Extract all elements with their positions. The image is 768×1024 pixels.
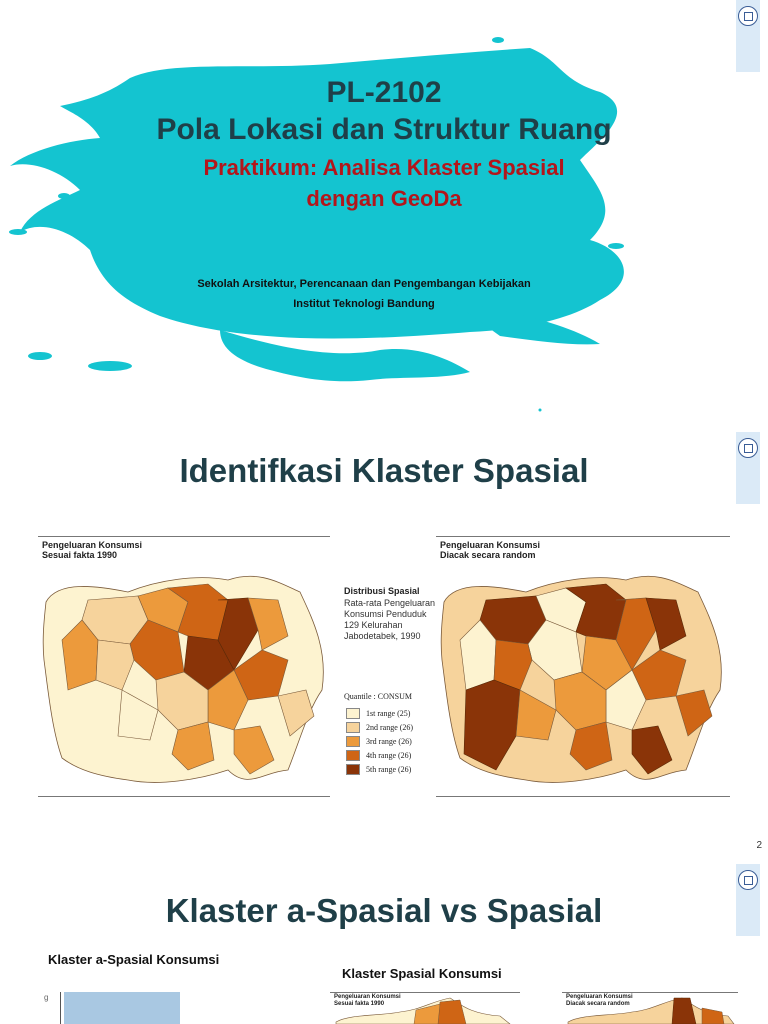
practicum-title-line2: dengan GeoDa	[306, 186, 462, 211]
quantile-swatch	[346, 750, 360, 761]
slide-title: Klaster a-Spasial vs Spasial	[165, 892, 603, 929]
quantile-label: 3rd range (26)	[366, 737, 412, 746]
axis-label: g	[44, 993, 49, 1002]
legend-desc-1: Rata-rata Pengeluaran	[344, 598, 436, 608]
quantile-swatch	[346, 722, 360, 733]
left-heading: Klaster a-Spasial Konsumsi	[48, 952, 220, 967]
mini-map-label-subtitle: Diacak secara random	[566, 1001, 630, 1007]
aspatial-vs-spatial-slide	[0, 858, 768, 1024]
right-heading: Klaster Spasial Konsumsi	[342, 966, 502, 981]
mini-map-label-subtitle: Sesuai fakta 1990	[334, 1001, 385, 1007]
map-label-subtitle: Diacak secara random	[440, 550, 536, 560]
map-frame-bottom	[436, 796, 730, 797]
histogram-bar	[64, 992, 180, 1024]
quantile-label: 1st range (25)	[366, 709, 411, 718]
slide-title: Identifkasi Klaster Spasial	[179, 452, 589, 489]
map-frame-top	[436, 536, 730, 537]
map-frame-top	[38, 536, 330, 537]
quantile-swatch	[346, 764, 360, 775]
consumption-map-actual	[38, 540, 338, 790]
mini-map-label-title: Pengeluaran Konsumsi	[334, 994, 401, 1000]
map-label-title: Pengeluaran Konsumsi	[42, 540, 143, 550]
institute-name: Institut Teknologi Bandung	[293, 298, 435, 310]
map-label-subtitle: Sesuai fakta 1990	[42, 550, 118, 560]
quantile-label: 5th range (26)	[366, 765, 412, 774]
quantile-label: 4th range (26)	[366, 751, 412, 760]
mini-map-label-title: Pengeluaran Konsumsi	[566, 994, 633, 1000]
quantile-swatch	[346, 736, 360, 747]
consumption-map-random	[436, 540, 736, 790]
map-label-title: Pengeluaran Konsumsi	[440, 540, 541, 550]
legend-desc-4: Jabodetabek, 1990	[344, 631, 421, 641]
page-number: 2	[756, 840, 762, 851]
course-code: PL-2102	[326, 76, 442, 109]
course-title: Pola Lokasi dan Struktur Ruang	[156, 113, 612, 146]
logo-strip	[736, 0, 760, 72]
quantile-swatch	[346, 708, 360, 719]
mini-map-random	[562, 994, 738, 1024]
quantile-label: 2nd range (26)	[366, 723, 414, 732]
histogram-axis	[60, 992, 61, 1024]
title-slide	[0, 0, 768, 420]
map-frame-bottom	[38, 796, 330, 797]
quantile-heading: Quantile : CONSUM	[344, 692, 412, 701]
cluster-identification-slide	[0, 420, 768, 858]
legend-desc-2: Konsumsi Penduduk	[344, 609, 427, 619]
mini-map-frame	[562, 992, 738, 993]
legend-desc-3: 129 Kelurahan	[344, 620, 403, 630]
itb-logo-icon	[738, 6, 758, 26]
mini-map-frame	[330, 992, 520, 993]
itb-logo-icon	[738, 870, 758, 890]
legend-title: Distribusi Spasial	[344, 586, 420, 596]
mini-map-actual	[330, 994, 520, 1024]
school-name: Sekolah Arsitektur, Perencanaan dan Pengembangan Kebijakan	[197, 278, 531, 290]
practicum-title: Praktikum: Analisa Klaster Spasial	[203, 155, 565, 180]
